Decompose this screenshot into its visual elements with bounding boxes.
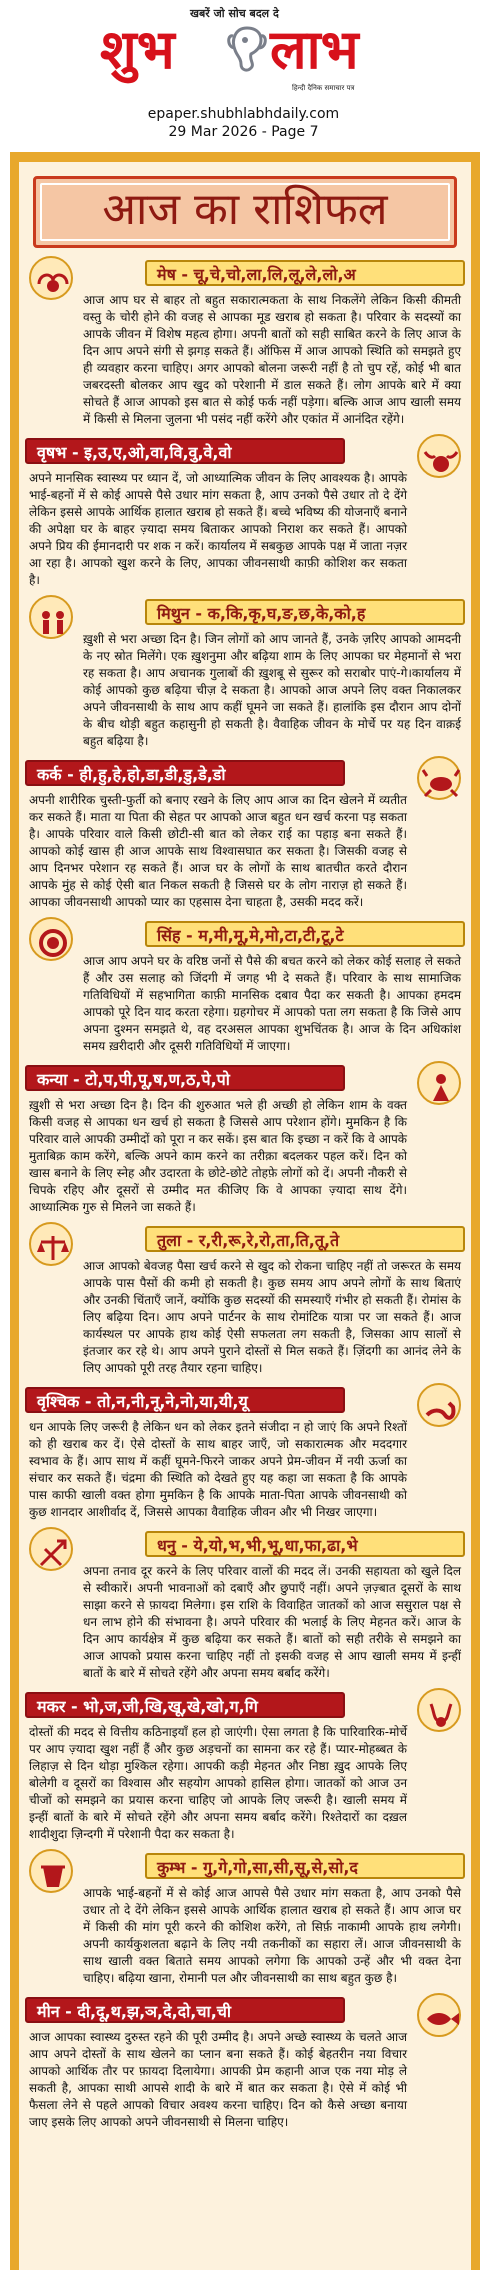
fish-icon	[417, 1993, 461, 2037]
sign-prediction: आज आप अपने घर के वरिष्ठ जनों से पैसे की बचत करने को लेकर कोई सलाह ले सकते हैं और उस सलाह को जिंदगी में जगह भी दे सकते हैं। परिवार के साथ सामाजिक गतिविधियों में सहभागिता काफ़ी मानसिक दबाव पैदा कर सकती है। आपका हमदम आपको पूरे दिन याद करता रहेगा। ग्रहगोचर में आपको पता लग सकता है कि जिसे आप अपना दुश्मन समझते थे, वह दरअसल आपका शुभचिंतक है। आज के दिन अधिकांश समय ख़रीदारी और दूसरी गतिविधियों में जाएगा।	[83, 954, 461, 1053]
sign-title: मकर - भो,ज,जी,खि,खू,खे,खो,ग,गि	[25, 1692, 345, 1718]
title-banner	[33, 176, 457, 248]
sign-title: कर्क - ही,हु,हे,हो,डा,डी,डु,डे,डो	[25, 760, 345, 786]
edition-date-page: 29 Mar 2026 - Page 7	[168, 124, 319, 140]
sign-header	[25, 917, 465, 951]
sign-header	[25, 1383, 465, 1417]
sign-title: मेष - चू,चे,चो,ला,लि,लू,ले,लो,अ	[145, 260, 465, 286]
pot-icon	[29, 1849, 73, 1893]
sign-section	[25, 1527, 465, 1682]
masthead	[0, 0, 487, 148]
sign-title: वृश्चिक - तो,न,नी,नू,ने,नो,या,यी,यू	[25, 1387, 345, 1413]
logo-word-shubh: शुभ	[100, 17, 175, 81]
logo[interactable]	[0, 16, 487, 86]
sign-list	[19, 256, 471, 2131]
sign-section	[25, 1849, 465, 1987]
sign-title: वृषभ - इ,उ,ए,ओ,वा,वि,वु,वे,वो	[25, 438, 345, 464]
sign-section	[25, 1993, 465, 2131]
sign-header	[25, 256, 465, 290]
ganesha-icon	[225, 24, 269, 76]
sign-prediction: अपने मानसिक स्वास्थ्य पर ध्यान दें, जो आध्यात्मिक जीवन के लिए आवश्यक है। आपके भाई-बहनों में से कोई आपसे पैसे उधार मांग सकता है, आप उनको पैसे उधार तो दे देंगे लेकिन इससे आपके आर्थिक हालात खराब हो सकते हैं। बच्चे भविष्य की योजनाएँ बनाने की अपेक्षा घर के बाहर ज़्यादा समय बिताकर आपको निराश कर सकते हैं। आपको अपने प्रिय की ईमानदारी पर शक न करें। कार्यालय में सबकुछ आपके पक्ष में जाता नज़र आ रहा है। आपको खुश करने के लिए, आपका जीवनसाथी काफ़ी कोशिश कर सकता है।	[29, 471, 407, 587]
logo-word-labh: लाभ	[270, 17, 359, 81]
sign-section	[25, 917, 465, 1055]
sign-header	[25, 1688, 465, 1722]
epaper-site[interactable]: epaper.shubhlabhdaily.com	[147, 106, 340, 122]
sign-prediction: अपना तनाव दूर करने के लिए परिवार वालों की मदद लें। उनकी सहायता को खुले दिल से स्वीकारें। अपनी भावनाओं को दबाएँ और छुपाएँ नहीं। अपने ज़ज़्बात दूसरों के साथ साझा करने से फ़ायदा मिलेगा। इस राशि के विवाहित जातकों को आज ससुराल पक्ष से धन लाभ होने की संभावना है। अपने परिवार की भलाई के लिए मेहनत करें। आज के दिन आप कार्यक्षेत्र में कुछ बढ़िया कर सकते हैं। बातों को सही तरीके से समझने का आज आपको प्रयास करना चाहिए नहीं तो इसकी वजह से आप खाली समय में इन्हीं बातों के बारे में सोचते रहेंगे और अपना समय बर्बाद करेंगे।	[83, 1564, 461, 1680]
sign-section	[25, 256, 465, 428]
scorpion-icon	[417, 1383, 461, 1427]
sign-prediction: आज आपका स्वास्थ्य दुरुस्त रहने की पूरी उम्मीद है। अपने अच्छे स्वास्थ्य के चलते आज आप अपने दोस्तों के साथ खेलने का प्लान बना सकते हैं। कोई बेहतरीन नया विचार आपको आर्थिक तौर पर फ़ायदा दिलायेगा। आपकी प्रेम कहानी आज एक नया मोड़ ले सकती है, आपका साथी आपसे शादी के बारे में बात कर सकता है। ऐसे में कोई भी फैसला लेने से पहले आपको विचार अवश्य करना चाहिए। दिन को कैसे अच्छा बनाया जाए इसके लिए आपको अपने जीवनसाथी से मिलना चाहिए।	[29, 2030, 407, 2129]
sign-prediction: दोस्तों की मदद से वित्तीय कठिनाइयाँ हल हो जाएंगी। ऐसा लगता है कि पारिवारिक-मोर्चे पर आप ज़्यादा खुश नहीं हैं और कुछ अड़चनों का सामना कर रहे हैं। प्यार-मोहब्बत के लिहाज़ से दिन थोड़ा मुश्किल रहेगा। आपकी कड़ी मेहनत और निष्ठा ख़ुद आपके लिए बोलेगी व दूसरों का विश्वास और सहयोग आपको हासिल होगा। जातकों को आज उन चीजों को समझने का प्रयास करना चाहिए जो आपके लिए जरूरी है। खाली समय में इन्हीं बातों के बारे में सोचते रहेंगे और अपना समय बर्बाद करेंगे। रिश्तेदारों का दख़ल शादीशुदा ज़िन्दगी में परेशानी पैदा कर सकता है।	[29, 1725, 407, 1841]
sign-header	[25, 434, 465, 468]
goat-icon	[417, 1688, 461, 1732]
crab-icon	[417, 756, 461, 800]
masthead-tagline: खबरें जो सोच बदल दे	[190, 7, 279, 20]
sign-header	[25, 1993, 465, 2027]
sign-title: तुला - र,री,रू,रे,रो,ता,ति,तू,ते	[145, 1226, 465, 1252]
sign-header	[25, 1222, 465, 1256]
sign-prediction: आपके भाई-बहनों में से कोई आज आपसे पैसे उधार मांग सकता है, आप उनको पैसे उधार तो दे देंगे लेकिन इससे आपके आर्थिक हालात खराब हो सकते हैं। आप आज घर में किसी की मांग पूरी करने की कोशिश करेंगे, तो सिर्फ़ नाकामी आपके हाथ लगेगी। अपनी कार्यकुशलता बढ़ाने के लिए नयी तकनीकों का सहारा लें। आज जीवनसाथी के साथ खाली वक्त बिताते समय आपको लगेगा कि आपको उन्हें और भी वक्त देना चाहिए। बढ़िया खाना, रोमानी पल और जीवनसाथी का साथ बहुत कुछ है।	[83, 1886, 461, 1985]
scales-icon	[29, 1222, 73, 1266]
sign-section	[25, 1383, 465, 1521]
archer-icon	[29, 1527, 73, 1571]
sign-title: मिथुन - क,कि,कृ,घ,ङ,छ,के,को,ह	[145, 599, 465, 625]
sign-prediction: ख़ुशी से भरा अच्छा दिन है। जिन लोगों को आप जानते हैं, उनके ज़रिए आपको आमदनी के नए स्रोत मिलेंगे। एक ख़ुशनुमा और बढ़िया शाम के लिए आपका घर मेहमानों से भरा रह सकता है। आप अचानक गुलाबों की ख़ुशबू से सुरूर को सराबोर पाएं-गे।कार्यालय में कोई आपको कुछ बढ़िया चीज़ दे सकता है। आपको आज अपने लिए वक्त निकालकर अपने जीवनसाथी के साथ आप कहीं घूमने जा सकते हैं। हालांकि इस दौरान आप दोनों के बीच थोड़ी बहुत कहासुनी हो सकती है। वैवाहिक जीवन के मोर्चे पर यह दिन वाक़ई बहुत बढ़िया है।	[83, 632, 461, 748]
maiden-icon	[417, 1061, 461, 1105]
panel-top-border	[19, 152, 471, 162]
sign-prediction: आज आपको बेवजह पैसा खर्च करने से खुद को रोकना चाहिए नहीं तो जरूरत के समय आपके पास पैसों की कमी हो सकती है। कुछ समय आप अपने लोगों के साथ बिताएं और उनकी चिंताएँ जानें, क्योंकि कुछ सदस्यों की समस्याएँ गंभीर हो सकती हैं। रोमांस के लिए बढ़िया दिन। आप अपने पार्टनर के साथ रोमांटिक यात्रा पर जा सकते हैं। आज कार्यस्थल पर आपके हाथ कोई ऐसी सफलता लग सकती है, जिसका आप सालों से इंतजार कर रहे थे। आप अपने पुराने दोस्तों से मिल सकते हैं। ज़िंदगी का आनंद लेने के लिए आपको पूरी तरह तैयार रहना चाहिए।	[83, 1259, 461, 1375]
sign-title: धनु - ये,यो,भ,भी,भू,धा,फा,ढा,भे	[145, 1531, 465, 1557]
bull-icon	[417, 434, 461, 478]
sign-title: सिंह - म,मी,मू,मे,मो,टा,टी,टू,टे	[145, 921, 465, 947]
logo-subtitle: हिन्दी दैनिक समाचार पत्र	[292, 84, 355, 92]
page-title: आज का राशिफल	[102, 184, 388, 235]
sign-header	[25, 1849, 465, 1883]
sign-title: मीन - दी,दू,थ,झ,ञ,दे,दो,चा,ची	[25, 1997, 345, 2023]
sign-prediction: ख़ुशी से भरा अच्छा दिन है। दिन की शुरुआत भले ही अच्छी हो लेकिन शाम के वक्त किसी वजह से आपका धन खर्च हो सकता है जिससे आप परेशान होंगे। मुमकिन है कि परिवार वाले आपकी उम्मीदों को पूरा न कर सकें। इस बात कि इच्छा न करें कि वे आपके मुताबिक़ काम करेंगे, बल्कि अपने काम करने का तरीक़ा बदलकर पहल करें। दिन को खास बनाने के लिए स्नेह और उदारता के छोटे-छोटे तोहफ़े लोगों को दें। अपनी नौकरी से चिपके रहिए और दूसरों से उम्मीद मत कीजिए कि वे आपका ज़्यादा साथ देंगे। आध्यात्मिक गुरु से मिलने जा सकते हैं।	[29, 1098, 407, 1214]
sign-header	[25, 756, 465, 790]
sign-section	[25, 434, 465, 589]
sign-section	[25, 1222, 465, 1377]
lion-icon	[29, 917, 73, 961]
sign-prediction: धन आपके लिए जरूरी है लेकिन धन को लेकर इतने संजीदा न हो जाएं कि अपने रिश्तों को ही खराब कर दें। ऐसे दोस्तों के साथ बाहर जाएँ, जो सकारात्मक और मददगार स्वभाव के हैं। आप साथ में कहीं घूमने-फिरने जाकर अपने प्रेम-जीवन में नयी ऊर्जा का संचार कर सकते हैं। चंद्रमा की स्थिति को देखते हुए यह कहा जा सकता है कि आपके पास काफी खाली वक्त होगा मुमकिन है कि आपके माता-पिता आपके जीवनसाथी को कुछ शानदार आशीर्वाद दें, जिससे आपका वैवाहिक जीवन और भी निखर जाएगा।	[29, 1420, 407, 1519]
sign-section	[25, 1061, 465, 1216]
sign-header	[25, 1061, 465, 1095]
sign-header	[25, 1527, 465, 1561]
sign-header	[25, 595, 465, 629]
sign-prediction: आज आप घर से बाहर तो बहुत सकारात्मकता के साथ निकलेंगे लेकिन किसी कीमती वस्तु के चोरी होने की वजह से आपका मूड खराब हो सकता है। परिवार के सदस्यों का आपके जीवन में विशेष महत्व होगा। अपनी बातों को सही साबित करने के लिए आज के दिन आप अपने संगी से झगड़ सकते हैं। ऑफिस में आज आपको स्थिति को समझते हुए ही व्यवहार करना चाहिए। अगर आपको बोलना जरूरी नहीं है तो चुप रहें, कोई भी बात जबरदस्ती बोलकर आप खुद को परेशानी में डाल सकते हैं। लोग आपके बारे में क्या सोचते हैं आज आपको इस बात से कोई फर्क नहीं पड़ेगा। बल्कि आज आप खाली समय में किसी से मिलना जुलना भी पसंद नहीं करेंगे और एकांत में आनंदित रहेंगे।	[83, 293, 461, 426]
sign-prediction: अपनी शारीरिक चुस्ती-फुर्ती को बनाए रखने के लिए आप आज का दिन खेलने में व्यतीत कर सकते हैं। माता या पिता की सेहत पर आपको आज बहुत धन खर्च करना पड़ सकता है। आपके परिवार वाले किसी छोटी-सी बात को लेकर राई का पहाड़ बना सकते हैं। आपको कोई खास ही आज आपके साथ विश्वासघात कर सकता है। जिसकी वजह से आप दिनभर परेशान रह सकते हैं। आज घर के लोगों के साथ बातचीत करते दौरान आपके मुंह से कोई ऐसी बात निकल सकती है जिससे घर के लोग नाराज़ हो सकते हैं। आपका जीवनसाथी आपको प्यार का एहसास देना चाहता है, उसकी मदद करें।	[29, 793, 407, 909]
sign-section	[25, 1688, 465, 1843]
ram-icon	[29, 256, 73, 300]
sign-section	[25, 595, 465, 750]
horoscope-panel	[10, 152, 480, 2270]
sign-title: कुम्भ - गु,गे,गो,सा,सी,सू,से,सो,द	[145, 1853, 465, 1879]
sign-title: कन्या - टो,प,पी,पू,ष,ण,ठ,पे,पो	[25, 1065, 345, 1091]
sign-section	[25, 756, 465, 911]
twins-icon	[29, 595, 73, 639]
